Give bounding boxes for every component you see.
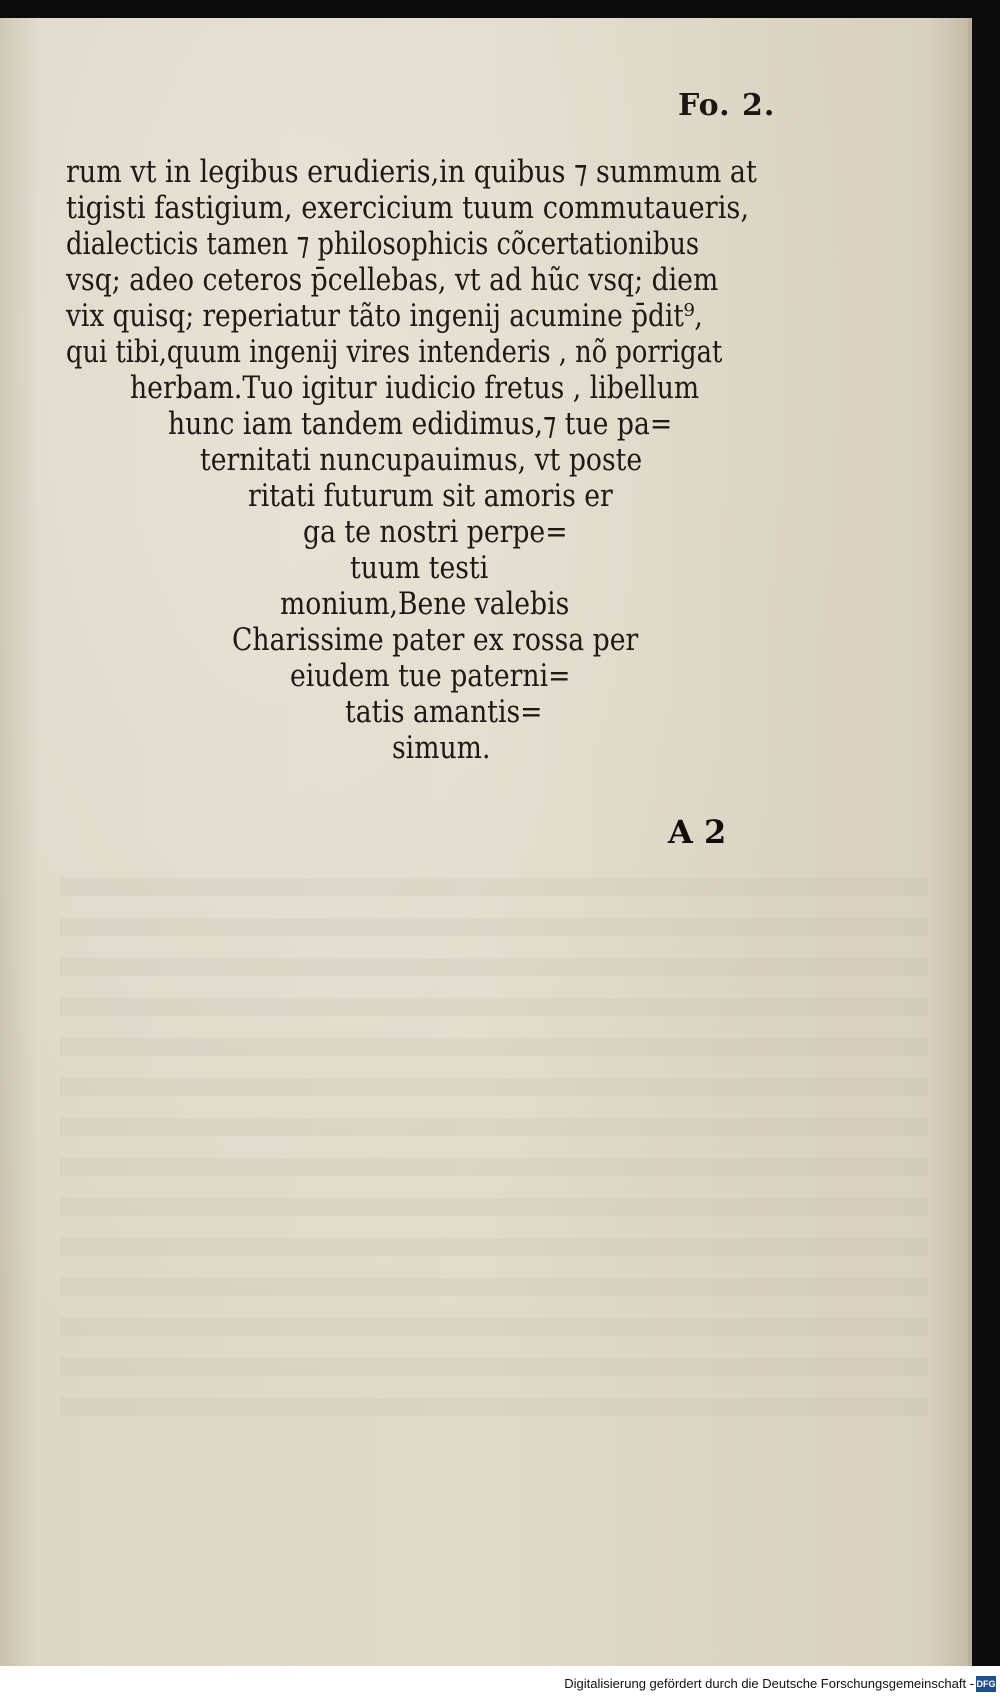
show-through-text [60,878,928,1426]
text-line-12: tuum testi [350,550,489,586]
funding-credit: Digitalisierung gefördert durch die Deutsche Forschungsgemeinschaft - [564,1676,974,1691]
text-line-3: dialecticis tamen ⁊ philosophicis cõcertationibus [66,226,700,262]
text-line-11: ga te nostri perpe= [303,514,568,550]
text-line-4: vsq; adeo ceteros p̄cellebas, vt ad hũc vsq; diem [66,262,719,298]
text-line-14: Charissime pater ex rossa per [232,622,639,658]
text-line-9: ternitati nuncupauimus, vt poste [200,442,643,478]
text-line-1: rum vt in legibus erudieris,in quibus ⁊ summum at [66,154,757,190]
text-line-8: hunc iam tandem edidimus,⁊ tue pa= [168,406,673,442]
text-line-13: monium,Bene valebis [280,586,570,622]
dfg-logo: DFG [976,1676,996,1692]
footer-bar [0,1666,1000,1700]
folio-number: Fo. 2. [678,88,776,123]
text-line-6: qui tibi,quum ingenij vires intenderis , nõ porrigat [66,334,723,370]
text-line-2: tigisti fastigium, exercicium tuum commutaueris, [66,190,750,226]
text-line-7: herbam.Tuo igitur iudicio fretus , libellum [130,370,700,406]
text-line-5: vix quisq; reperiatur tãto ingenij acumine p̄dit⁹, [66,298,703,334]
signature-mark: A 2 [668,813,727,851]
text-line-10: ritati futurum sit amoris er [248,478,613,514]
text-line-15: eiudem tue paterni= [290,658,571,694]
text-line-17: simum. [392,730,491,766]
book-page [0,18,972,1666]
text-line-16: tatis amantis= [345,694,543,730]
